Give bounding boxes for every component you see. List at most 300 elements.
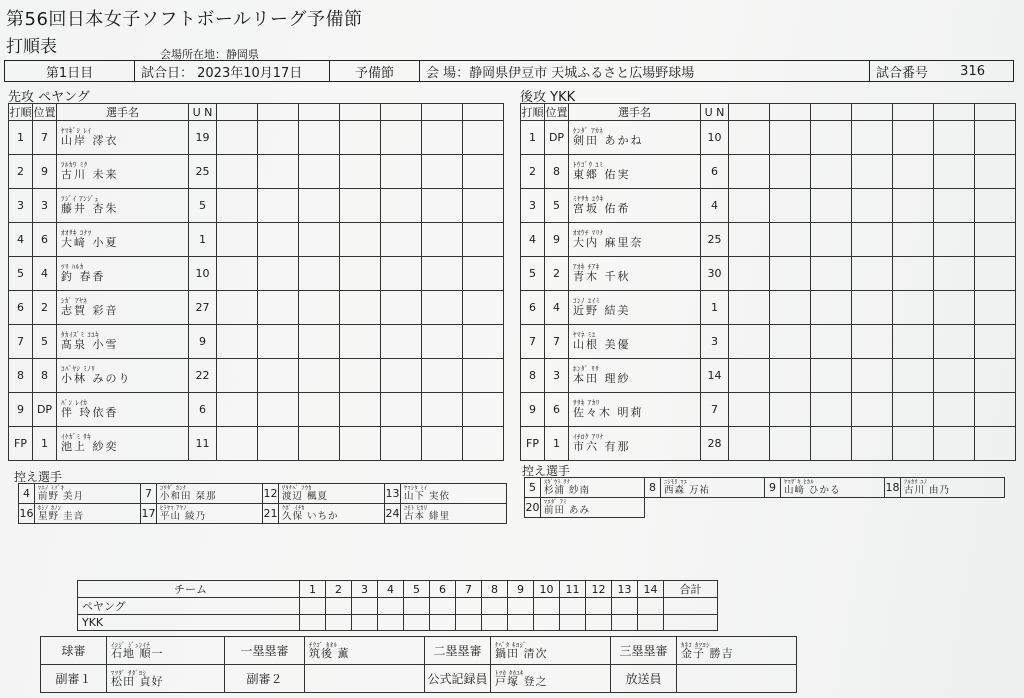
player-name: ﾌｼﾞｲ ｱﾝｼﾞｭ 藤井 杏朱 <box>57 189 189 223</box>
inning-cell <box>852 121 893 155</box>
venue-prefecture: 会場所在地：静岡県 <box>160 48 259 61</box>
inning-cell <box>975 257 1016 291</box>
player-name: ｼｶﾞ ｱﾔﾈ 志賀 彩音 <box>57 291 189 325</box>
inning-cell <box>975 427 1016 461</box>
second-base-umpire: ﾅﾍﾞﾀ ｷﾖｼﾞ 鍋田 清次 <box>491 637 611 665</box>
inning-cell <box>340 359 381 393</box>
fielding-position: 1 <box>545 427 569 461</box>
home-col-blank <box>217 104 258 121</box>
uniform-number: 25 <box>701 223 729 257</box>
player-name: ｱｵｷ ﾁｱｷ 青木 千秋 <box>569 257 701 291</box>
inning-cell <box>381 393 422 427</box>
inning-score-cell <box>456 615 482 631</box>
bench-player: ﾎｼﾉ ｶﾉﾝ 星野 圭音 <box>35 504 141 524</box>
inning-cell <box>893 393 934 427</box>
plate-umpire: ｲｼｼﾞ ｼﾞｭﾝｲﾁ 石地 順一 <box>107 637 225 665</box>
inning-cell <box>811 359 852 393</box>
batting-order: 4 <box>9 223 33 257</box>
game-info-row <box>4 60 1014 82</box>
inning-cell <box>729 121 770 155</box>
home-lineup-row <box>9 223 504 257</box>
batting-order: 2 <box>9 155 33 189</box>
home-col-order: 打順 <box>9 104 33 121</box>
player-name: ﾌﾙｶﾜ ﾐｸ 古川 未来 <box>57 155 189 189</box>
away-lineup-table <box>520 103 1016 461</box>
bench-number: 5 <box>525 478 541 498</box>
inning-score-cell <box>430 598 456 615</box>
batting-order: 7 <box>9 325 33 359</box>
inning-cell <box>463 359 504 393</box>
inning-cell <box>217 189 258 223</box>
fielding-position: DP <box>33 393 57 427</box>
player-name: ﾔﾏｷﾞｼ ﾚｲ 山岸 澪衣 <box>57 121 189 155</box>
away-lineup-row <box>521 155 1016 189</box>
home-lineup-row <box>9 155 504 189</box>
uniform-number: 6 <box>189 393 217 427</box>
inning-cell <box>729 393 770 427</box>
inning-cell <box>299 325 340 359</box>
inning-cell <box>381 155 422 189</box>
inning-cell <box>934 257 975 291</box>
inning-cell <box>340 189 381 223</box>
inning-header: 8 <box>482 581 508 598</box>
inning-cell <box>893 121 934 155</box>
inning-cell <box>463 291 504 325</box>
batting-order: 9 <box>521 393 545 427</box>
fielding-position: 9 <box>545 223 569 257</box>
inning-cell <box>770 223 811 257</box>
inning-cell <box>217 291 258 325</box>
bench-player: ﾌﾙｶﾜ ﾕﾉ 古川 由乃 <box>901 478 1005 498</box>
score-team-name: ペヤング <box>78 598 300 615</box>
uniform-number: 27 <box>189 291 217 325</box>
inning-cell <box>217 359 258 393</box>
inning-cell <box>770 155 811 189</box>
inning-cell <box>381 359 422 393</box>
inning-cell <box>299 223 340 257</box>
batting-order: 1 <box>521 121 545 155</box>
inning-cell <box>463 325 504 359</box>
bench-number: 17 <box>141 504 157 524</box>
uniform-number: 10 <box>189 257 217 291</box>
inning-cell <box>852 325 893 359</box>
inning-cell <box>852 359 893 393</box>
inning-score-cell <box>378 615 404 631</box>
home-lineup-row <box>9 189 504 223</box>
batting-order: 1 <box>9 121 33 155</box>
game-venue: 会 場：静岡県伊豆市 天城ふるさと広場野球場 <box>420 61 870 81</box>
inning-cell <box>934 223 975 257</box>
inning-cell <box>463 189 504 223</box>
inning-cell <box>299 393 340 427</box>
second-base-umpire-label: 二塁塁審 <box>425 637 491 665</box>
uniform-number: 3 <box>701 325 729 359</box>
uniform-number: 7 <box>701 393 729 427</box>
bench-player: ﾏｴﾀﾞ ｱﾐ 前田 あみ <box>541 498 645 518</box>
inning-cell <box>811 291 852 325</box>
score-team-name: YKK <box>78 615 300 631</box>
score-team-header: チーム <box>78 581 300 598</box>
inning-cell <box>770 291 811 325</box>
player-name: ｲｹｶﾞﾐ ｻｷ 池上 紗奕 <box>57 427 189 461</box>
fielding-position: 6 <box>545 393 569 427</box>
inning-cell <box>299 291 340 325</box>
away-col-un: U N <box>701 104 729 121</box>
inning-cell <box>852 155 893 189</box>
inning-cell <box>975 155 1016 189</box>
inning-cell <box>934 325 975 359</box>
bench-player: ﾜﾀﾅﾍﾞ ﾌｳｶ 渡辺 楓夏 <box>279 484 385 504</box>
uniform-number: 30 <box>701 257 729 291</box>
official-scorer-label: 公式記録員 <box>425 665 491 693</box>
away-lineup-row <box>521 291 1016 325</box>
inning-cell <box>975 393 1016 427</box>
uniform-number: 5 <box>189 189 217 223</box>
bench-number: 24 <box>385 504 401 524</box>
inning-score-cell <box>352 598 378 615</box>
inning-score-cell <box>638 615 664 631</box>
game-number-cell <box>870 61 1013 81</box>
inning-cell <box>729 223 770 257</box>
fielding-position: 1 <box>33 427 57 461</box>
inning-cell <box>463 121 504 155</box>
inning-cell <box>975 325 1016 359</box>
inning-cell <box>770 325 811 359</box>
inning-score-cell <box>326 598 352 615</box>
home-bench-table <box>18 483 507 524</box>
bench-number: 9 <box>765 478 781 498</box>
inning-cell <box>852 427 893 461</box>
batting-order: 3 <box>9 189 33 223</box>
inning-cell <box>340 325 381 359</box>
fielding-position: 5 <box>545 189 569 223</box>
bench-player: ｺﾜﾀﾞ ｶﾝﾅ 小和田 栞那 <box>157 484 263 504</box>
away-col-blank <box>975 104 1016 121</box>
batting-order: 5 <box>9 257 33 291</box>
uniform-number: 28 <box>701 427 729 461</box>
game-day: 第1日目 <box>5 61 135 81</box>
inning-cell <box>422 427 463 461</box>
inning-cell <box>463 155 504 189</box>
inning-cell <box>811 393 852 427</box>
inning-score-cell <box>638 598 664 615</box>
inning-score-cell <box>508 598 534 615</box>
inning-cell <box>770 121 811 155</box>
inning-cell <box>340 155 381 189</box>
inning-cell <box>422 325 463 359</box>
inning-cell <box>934 189 975 223</box>
away-lineup-row <box>521 393 1016 427</box>
inning-cell <box>729 291 770 325</box>
batting-order: 3 <box>521 189 545 223</box>
total-header: 合計 <box>664 581 718 598</box>
bench-player: ﾔﾏｻﾞｷ ﾋｶﾙ 山﨑 ひかる <box>781 478 885 498</box>
batting-order: 9 <box>9 393 33 427</box>
player-name: ｻｻｷ ｱｶﾘ 佐々木 明莉 <box>569 393 701 427</box>
inning-cell <box>340 393 381 427</box>
inning-cell <box>893 359 934 393</box>
home-lineup-row <box>9 359 504 393</box>
inning-header: 11 <box>560 581 586 598</box>
inning-score-cell <box>326 615 352 631</box>
inning-score-cell <box>534 598 560 615</box>
inning-cell <box>811 121 852 155</box>
inning-score-cell <box>404 615 430 631</box>
inning-cell <box>975 121 1016 155</box>
player-name: ﾄｳｺﾞｳ ﾕﾐ 東郷 佑実 <box>569 155 701 189</box>
home-col-player: 選手名 <box>57 104 189 121</box>
inning-cell <box>422 223 463 257</box>
fielding-position: 4 <box>545 291 569 325</box>
home-lineup-row <box>9 427 504 461</box>
home-lineup-table <box>8 103 504 461</box>
uniform-number: 1 <box>189 223 217 257</box>
away-col-blank <box>811 104 852 121</box>
inning-cell <box>852 393 893 427</box>
inning-cell <box>770 359 811 393</box>
inning-cell <box>340 291 381 325</box>
inning-score-cell <box>560 598 586 615</box>
inning-header: 10 <box>534 581 560 598</box>
inning-score-cell <box>534 615 560 631</box>
bench-number: 18 <box>885 478 901 498</box>
inning-cell <box>258 121 299 155</box>
home-lineup-row <box>9 291 504 325</box>
inning-score-cell <box>404 598 430 615</box>
inning-cell <box>217 121 258 155</box>
bench-number: 13 <box>385 484 401 504</box>
inning-cell <box>217 223 258 257</box>
inning-cell <box>729 325 770 359</box>
inning-cell <box>770 257 811 291</box>
bench-number: 8 <box>645 478 661 498</box>
player-name: ｲﾁﾛｸ ｱﾘﾅ 市六 有那 <box>569 427 701 461</box>
player-name: ｵｵｻｷ ｺﾅﾂ 大﨑 小夏 <box>57 223 189 257</box>
uniform-number: 4 <box>701 189 729 223</box>
sub-umpire-1-label: 副審１ <box>41 665 107 693</box>
game-date: 試合日： 2023年10月17日 <box>135 61 330 81</box>
total-score-cell <box>664 615 718 631</box>
inning-score-cell <box>482 615 508 631</box>
inning-cell <box>381 189 422 223</box>
fielding-position: 2 <box>33 291 57 325</box>
inning-cell <box>258 393 299 427</box>
inning-cell <box>893 257 934 291</box>
fielding-position: 8 <box>33 359 57 393</box>
inning-cell <box>258 291 299 325</box>
inning-cell <box>217 325 258 359</box>
third-base-umpire: ｶﾈｺ ｶﾂﾖｼ 金子 勝吉 <box>677 637 797 665</box>
inning-score-cell <box>482 598 508 615</box>
inning-header: 12 <box>586 581 612 598</box>
inning-cell <box>422 393 463 427</box>
bench-player: ｸﾎﾞ ｲﾁｶ 久保 いちか <box>279 504 385 524</box>
sub-umpire-2 <box>305 665 425 693</box>
away-col-order: 打順 <box>521 104 545 121</box>
player-name: ｺﾝﾉ ﾕｲﾐ 近野 結美 <box>569 291 701 325</box>
inning-cell <box>975 291 1016 325</box>
inning-cell <box>893 325 934 359</box>
player-name: ﾔﾏﾈ ﾐﾕ 山根 美優 <box>569 325 701 359</box>
bench-number: 4 <box>19 484 35 504</box>
away-lineup-row <box>521 257 1016 291</box>
inning-score-cell <box>586 615 612 631</box>
batting-order: 8 <box>521 359 545 393</box>
bench-number: 7 <box>141 484 157 504</box>
inning-cell <box>934 359 975 393</box>
inning-cell <box>381 121 422 155</box>
away-lineup-row <box>521 359 1016 393</box>
home-col-blank <box>463 104 504 121</box>
fielding-position: 7 <box>545 325 569 359</box>
inning-cell <box>258 257 299 291</box>
inning-score-cell <box>612 615 638 631</box>
home-col-blank <box>299 104 340 121</box>
inning-cell <box>422 189 463 223</box>
inning-cell <box>422 291 463 325</box>
home-lineup-row <box>9 325 504 359</box>
batting-order: 6 <box>9 291 33 325</box>
batting-order: 4 <box>521 223 545 257</box>
fielding-position: 6 <box>33 223 57 257</box>
uniform-number: 9 <box>189 325 217 359</box>
batting-order: FP <box>521 427 545 461</box>
away-col-blank <box>852 104 893 121</box>
uniform-number: 14 <box>701 359 729 393</box>
inning-cell <box>852 291 893 325</box>
inning-cell <box>811 427 852 461</box>
page-subtitle: 打順表 <box>6 37 57 57</box>
away-col-pos: 位置 <box>545 104 569 121</box>
inning-cell <box>893 427 934 461</box>
inning-cell <box>770 189 811 223</box>
home-bench-label: 控え選手 <box>14 470 63 484</box>
sub-umpire-1: ﾏﾂﾀﾞ ｻﾀﾞﾖｼ 松田 貞好 <box>107 665 225 693</box>
inning-score-cell <box>300 615 326 631</box>
player-name: ﾐﾔｻｶ ﾕｳｷ 宮坂 佑希 <box>569 189 701 223</box>
away-lineup-row <box>521 427 1016 461</box>
player-name: ﾀｶｲｽﾞﾐ ｺﾕｷ 髙泉 小雪 <box>57 325 189 359</box>
inning-cell <box>770 393 811 427</box>
inning-cell <box>934 393 975 427</box>
player-name: ｺﾊﾞﾔｼ ﾐﾉﾘ 小林 みのり <box>57 359 189 393</box>
uniform-number: 1 <box>701 291 729 325</box>
away-col-blank <box>770 104 811 121</box>
inning-cell <box>811 325 852 359</box>
bench-player: ｽｷﾞｳﾗ ｻﾅ 杉浦 紗南 <box>541 478 645 498</box>
uniform-number: 19 <box>189 121 217 155</box>
scoreboard-table <box>77 580 718 631</box>
home-team-title: 先攻 ペヤング <box>8 90 90 105</box>
inning-cell <box>934 427 975 461</box>
inning-score-cell <box>300 598 326 615</box>
inning-cell <box>811 189 852 223</box>
away-col-player: 選手名 <box>569 104 701 121</box>
first-base-umpire: ﾁｸｺﾞ ｶｵﾙ 筑後 薫 <box>305 637 425 665</box>
bench-number: 16 <box>19 504 35 524</box>
fielding-position: 3 <box>33 189 57 223</box>
inning-cell <box>381 257 422 291</box>
player-name: ｵｵｳﾁ ﾏﾘﾅ 大内 麻里奈 <box>569 223 701 257</box>
inning-cell <box>217 427 258 461</box>
inning-header: 1 <box>300 581 326 598</box>
inning-cell <box>852 257 893 291</box>
inning-cell <box>217 155 258 189</box>
away-col-blank <box>893 104 934 121</box>
inning-cell <box>340 427 381 461</box>
bench-player: ｺﾓﾄ ﾋｶﾘ 古本 緋里 <box>401 504 507 524</box>
away-lineup-row <box>521 325 1016 359</box>
fielding-position: 7 <box>33 121 57 155</box>
inning-cell <box>258 325 299 359</box>
inning-cell <box>729 257 770 291</box>
inning-header: 13 <box>612 581 638 598</box>
inning-cell <box>299 427 340 461</box>
inning-cell <box>217 393 258 427</box>
fielding-position: 5 <box>33 325 57 359</box>
bench-player: ﾏｴﾉ ﾐｿﾞｷ 前野 美月 <box>35 484 141 504</box>
bench-player: ﾋﾗﾔﾏ ｱﾔﾉ 平山 綾乃 <box>157 504 263 524</box>
away-team-title: 後攻 YKK <box>520 90 576 105</box>
away-col-blank <box>729 104 770 121</box>
player-name: ﾂﾘ ﾊﾙｶ 釣 春香 <box>57 257 189 291</box>
inning-cell <box>893 223 934 257</box>
inning-cell <box>299 257 340 291</box>
inning-header: 5 <box>404 581 430 598</box>
inning-cell <box>893 291 934 325</box>
bench-number: 20 <box>525 498 541 518</box>
inning-score-cell <box>378 598 404 615</box>
home-col-blank <box>258 104 299 121</box>
inning-score-cell <box>508 615 534 631</box>
inning-header: 14 <box>638 581 664 598</box>
inning-cell <box>975 223 1016 257</box>
inning-header: 6 <box>430 581 456 598</box>
third-base-umpire-label: 三塁塁審 <box>611 637 677 665</box>
home-col-blank <box>340 104 381 121</box>
fielding-position: 3 <box>545 359 569 393</box>
inning-cell <box>811 155 852 189</box>
inning-header: 9 <box>508 581 534 598</box>
home-col-un: U N <box>189 104 217 121</box>
batting-order: 8 <box>9 359 33 393</box>
inning-header: 2 <box>326 581 352 598</box>
first-base-umpire-label: 一塁塁審 <box>225 637 305 665</box>
inning-header: 3 <box>352 581 378 598</box>
inning-cell <box>422 121 463 155</box>
bench-number: 21 <box>263 504 279 524</box>
inning-cell <box>299 121 340 155</box>
player-name: ﾊﾞﾝ ﾚｲｶ 伴 玲依香 <box>57 393 189 427</box>
inning-cell <box>381 291 422 325</box>
inning-cell <box>893 189 934 223</box>
batting-order: 6 <box>521 291 545 325</box>
inning-cell <box>217 257 258 291</box>
inning-cell <box>299 189 340 223</box>
uniform-number: 10 <box>701 121 729 155</box>
inning-cell <box>381 427 422 461</box>
bench-player: ﾆｼﾓﾘ ﾏﾕ 西森 万祐 <box>661 478 765 498</box>
inning-cell <box>258 223 299 257</box>
uniform-number: 25 <box>189 155 217 189</box>
inning-cell <box>934 121 975 155</box>
game-section: 予備節 <box>330 61 420 81</box>
away-bench-table <box>524 477 1005 518</box>
inning-cell <box>811 223 852 257</box>
inning-cell <box>729 359 770 393</box>
inning-cell <box>770 427 811 461</box>
inning-cell <box>258 189 299 223</box>
